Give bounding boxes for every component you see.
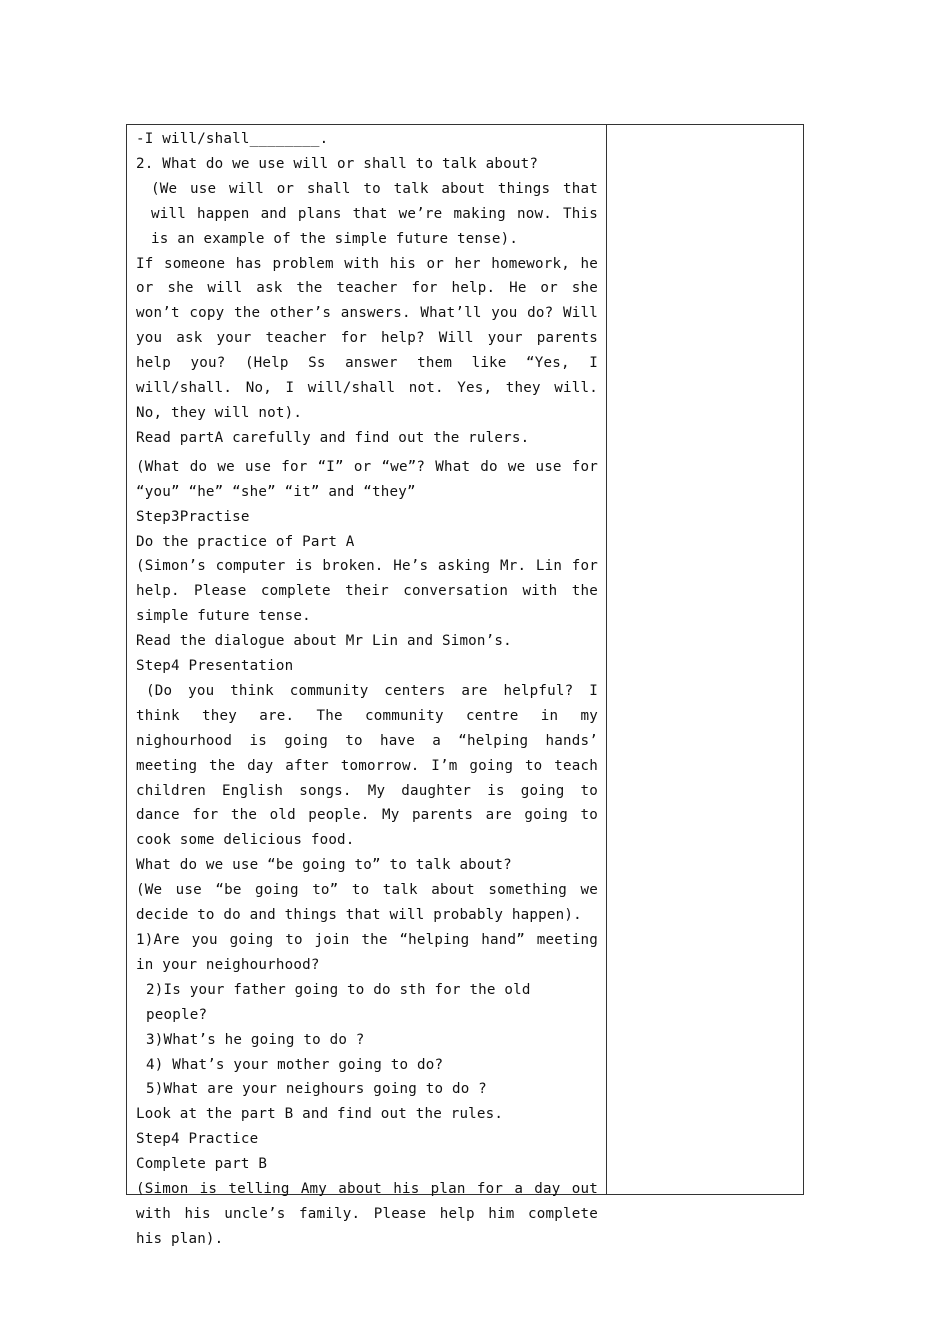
answer-paragraph: (We use will or shall to talk about things that will happen and plans that we’re making now. This is an example of the simple future tense). [151,180,598,247]
instruction-line: Complete part B [136,1156,268,1173]
numbered-question: 1)Are you going to join the “helping hand” meeting in your neighourhood? [136,932,598,973]
presentation-paragraph: (Do you think community centers are helpful? I think they are. The community centre in my nighourhood is going to have a “helping hands’ meeting the day after tomorrow. I’m going to teach children English songs. My daughter is going to dance for the old people. My parents are going to cook some delicious food. [136,682,598,849]
practice-paragraph: (Simon’s computer is broken. He’s asking Mr. Lin for help. Please complete their conversation with the simple future tense. [136,558,598,625]
step-heading: Step4 Presentation [136,658,294,675]
lesson-plan-table [126,124,804,1247]
practice-paragraph: (Simon is telling Amy about his plan for a day out with his uncle’s family. Please help him complete his plan). [136,1181,598,1247]
instruction-line: Do the practice of Part A [136,533,355,550]
question-paragraph: (What do we use for “I” or “we”? What do we use for “you” “he” “she” “it” and “they” [136,458,598,500]
numbered-question: 3)What’s he going to do ? [146,1031,365,1048]
notes-cell [607,125,803,1194]
teaching-procedure-cell [136,127,598,1252]
instruction-line: Look at the part B and find out the rules. [136,1106,504,1123]
question-line: 2. What do we use will or shall to talk about? [136,155,539,172]
numbered-question: 4) What’s your mother going to do? [146,1056,444,1073]
question-line: What do we use “be going to” to talk about? [136,857,512,874]
numbered-question: 5)What are your neighours going to do ? [146,1081,487,1098]
answer-paragraph: (We use “be going to” to talk about something we decide to do and things that will probably happen). [136,882,598,924]
step-heading: Step4 Practice [136,1131,259,1148]
step-heading: Step3Practise [136,508,250,525]
scenario-paragraph: If someone has problem with his or her homework, he or she will ask the teacher for help. He or she won’t copy the other’s answers. What’ll you do? Will you ask your teacher for help? Will your parents help you? (Help Ss answer them like “Yes, I will/shall. No, I will/shall not. Yes, they will. No, they will not). [136,255,598,421]
instruction-line: Read partA carefully and find out the rulers. [136,429,530,446]
instruction-line: Read the dialogue about Mr Lin and Simon’s. [136,633,512,650]
text-line: -I will/shall________. [136,131,329,147]
numbered-question: 2)Is your father going to do sth for the old people? [146,981,531,1023]
